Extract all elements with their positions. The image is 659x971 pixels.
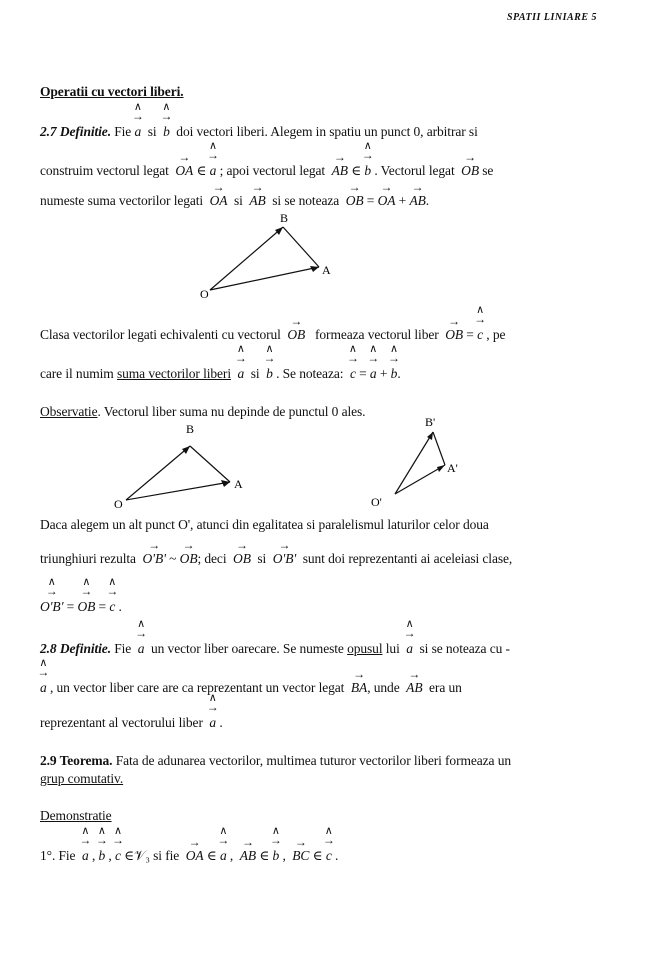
segment-BA bbox=[283, 227, 319, 267]
def27-label: 2.7 Definitie. bbox=[40, 124, 111, 139]
def28-label: 2.8 Definitie. bbox=[40, 641, 111, 656]
thm29-label: 2.9 Teorema. bbox=[40, 753, 113, 768]
bound-vector-OA: → OA bbox=[175, 163, 193, 179]
def28-line3: reprezentant al vectorului liber ∧ a → . bbox=[40, 715, 223, 731]
thm29-line1: 2.9 Teorema. Fata de adunarea vectorilor, multimea tuturor vectorilor liberi formeaza un bbox=[40, 753, 512, 768]
point-label-O: O bbox=[200, 287, 209, 301]
demo-line1: 1°. Fie ∧ a → , ∧ b → , ∧ c → ∈𝒱₃ si fie → OA ∈ ∧ a → , → AB ∈ ∧ b → , → BC ∈ ∧ c → . bbox=[40, 848, 338, 864]
free-vector-a: ∧ a → bbox=[210, 163, 217, 179]
point-label-A: A bbox=[322, 263, 331, 277]
free-vector-a: ∧ a → bbox=[134, 124, 141, 140]
point-label-B-prime: B' bbox=[425, 415, 436, 429]
daca-line1: Daca alegem un alt punct O', atunci din egalitatea si paralelismul laturilor celor doua bbox=[40, 517, 489, 532]
segment-OA bbox=[210, 267, 319, 290]
thm29-line2: grup comutativ. bbox=[40, 771, 124, 786]
bound-vector-AB: → AB bbox=[332, 163, 348, 179]
figure-triangle-sum bbox=[195, 210, 345, 305]
point-label-B: B bbox=[280, 211, 289, 225]
def27-line2: construim vectorul legat → OA ∈ ∧ a → ; apoi vectorul legat → AB ∈ ∧ b → . Vectorul legat → OB se bbox=[40, 163, 493, 179]
def27-line3: numeste suma vectorilor legati → OA si → AB si se noteaza → OB = → OA + → AB. bbox=[40, 193, 429, 209]
observation-label: Observatie bbox=[40, 404, 98, 419]
segment-OB bbox=[210, 227, 283, 290]
def27-line1: 2.7 Definitie. Fie ∧ a → si ∧ b → doi vectori liberi. Alegem in spatiu un punct 0, arbitrar si bbox=[40, 124, 478, 140]
free-vector-b: ∧ b → bbox=[163, 124, 170, 140]
class-line2: care il numim suma vectorilor liberi ∧ a → si ∧ b → . Se noteaza: ∧ c → = ∧ a → + ∧ b →. bbox=[40, 366, 401, 382]
demo-label: Demonstratie bbox=[40, 808, 112, 823]
daca-line2: triunghiuri rezulta → O'B' ~ → OB; deci → OB si → O'B' sunt doi reprezentanti ai aceleiasi clase, bbox=[40, 551, 512, 567]
figure-triangle-right bbox=[365, 412, 475, 512]
point-label-O-prime: O' bbox=[371, 495, 382, 509]
page-number: 5 bbox=[591, 12, 597, 23]
point-label-B: B bbox=[186, 422, 195, 436]
running-header bbox=[507, 12, 597, 23]
section-title: Operatii cu vectori liberi. bbox=[40, 84, 184, 99]
def28-line2: ∧ a → , un vector liber care are ca reprezentant un vector legat → BA, unde → AB era un bbox=[40, 680, 462, 696]
point-label-O: O bbox=[114, 497, 123, 510]
running-title: SPATII LINIARE bbox=[506, 12, 589, 23]
free-vector-c: ∧ c → bbox=[477, 327, 483, 343]
equality-line: ∧ O'B' → = ∧ OB → = ∧ c → . bbox=[40, 599, 122, 615]
free-vector-b: ∧ b → bbox=[364, 163, 371, 179]
v3-symbol: 𝒱₃ bbox=[134, 848, 150, 863]
figure-triangle-left bbox=[110, 420, 260, 510]
point-label-A: A bbox=[234, 477, 243, 491]
def28-line1: 2.8 Definitie. Fie ∧ a → un vector liber oarecare. Se numeste opusul lui ∧ a → si se noteaza cu - bbox=[40, 641, 510, 657]
bound-vector-OB: → OB bbox=[461, 163, 479, 179]
observation: Observatie. Vectorul liber suma nu depinde de punctul 0 ales. bbox=[40, 404, 366, 419]
point-label-A-prime: A' bbox=[447, 461, 458, 475]
class-line1: Clasa vectorilor legati echivalenti cu vectorul → OB formeaza vectorul liber → OB = ∧ c → , pe bbox=[40, 327, 505, 343]
arrow-head-B bbox=[275, 227, 283, 235]
